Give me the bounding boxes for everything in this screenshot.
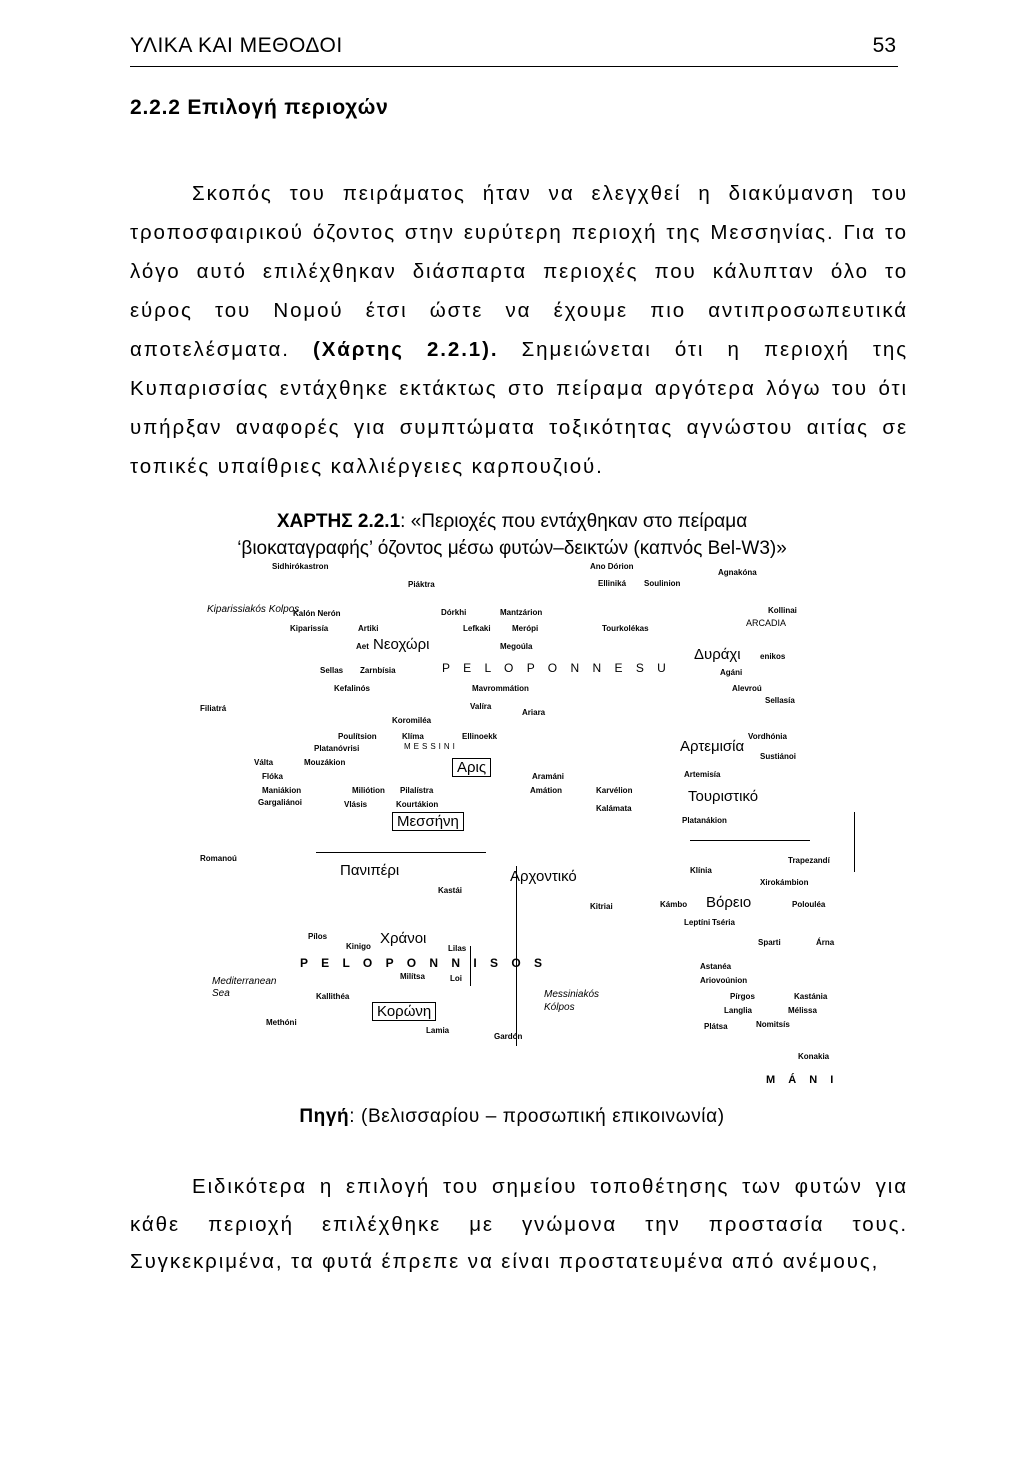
map-label: Sustiánoi — [760, 752, 797, 761]
map-label: enikos — [760, 652, 786, 661]
map-label: Dórkhi — [441, 608, 467, 617]
map-label: Klínia — [690, 866, 712, 875]
map-label: Piáktra — [408, 580, 435, 589]
map-label: Ariara — [522, 708, 546, 717]
map-label: Gargaliánoi — [258, 798, 303, 807]
paragraph-intro — [130, 174, 908, 486]
map-label: Leptíni — [684, 918, 711, 927]
map-label: Pírgos — [730, 992, 755, 1001]
map-label: Flóka — [262, 772, 283, 781]
map-line — [690, 840, 810, 841]
map-caption-text1: : «Περιοχές που εντάχθηκαν στο πείραμα — [400, 511, 748, 532]
site-label-messini: Μεσσήνη — [392, 812, 464, 831]
map-label: Ellinoekk — [462, 732, 498, 741]
page-header — [130, 32, 898, 67]
region-label: P E L O P O N N I S O S — [300, 956, 548, 970]
map-label: Sellasía — [765, 696, 795, 705]
map-label: Kallithéa — [316, 992, 350, 1001]
map-label: Klíma — [402, 732, 424, 741]
map-label: Zarnbísia — [360, 666, 396, 675]
map-label: Kefalinós — [334, 684, 371, 693]
water-label: Mediterranean Sea — [212, 976, 277, 999]
map-label: Lefkaki — [463, 624, 491, 633]
map-lower — [200, 812, 880, 1062]
map-label: Soulinion — [644, 579, 681, 588]
water-label: Kiparissiakós Kolpos — [207, 604, 300, 615]
map-upper — [200, 562, 880, 813]
source-label: Πηγή — [299, 1106, 350, 1127]
map-label: Mantzárion — [500, 608, 543, 617]
site-label-archontiko: Αρχοντικό — [510, 868, 577, 885]
map-line — [316, 852, 486, 853]
map-label: Polouléa — [792, 900, 826, 909]
paragraph-intro-part1: Σκοπός του πειράματος ήταν να ελεγχθεί η διακύμανση του τροποσφαιρικού όζοντος στην ευρύτερη περιοχή της Μεσσηνίας. Για το λόγο αυτό επιλέχθηκαν διάσπαρτα περιοχές που κάλυπταν όλο το εύρος του Νομού έτσι ώστε να έχουμε πιο αντιπροσωπευτικά αποτελέσματα. — [130, 182, 908, 361]
site-label-aris: Αρις — [452, 758, 491, 777]
paragraph-selection-text: Ειδικότερα η επιλογή του σημείου τοποθέτησης των φυτών για κάθε περιοχή επιλέχθηκε με γνώμονα την προστασία τους. Συγκεκριμένα, τα φυτά έπρεπε να είναι προστατευμένα από ανέμους, — [130, 1175, 908, 1273]
map-label: Sidhirókastron — [272, 562, 329, 571]
map-label: Kámbo — [660, 900, 688, 909]
map-label: Methóni — [266, 1018, 297, 1027]
map-label: Loi — [450, 974, 462, 983]
map-label: Kourtákion — [396, 800, 439, 809]
region-label: ARCADIA — [746, 618, 787, 628]
map-label: Xirokámbion — [760, 878, 809, 887]
map-label: Koromiléa — [392, 716, 432, 725]
map-label: Vordhónia — [748, 732, 787, 741]
map-label: Sparti — [758, 938, 781, 947]
map-caption-label: ΧΑΡΤΗΣ 2.2.1 — [276, 511, 401, 532]
site-label-neochori: Νεοχώρι — [373, 636, 430, 653]
region-label: MESSINI — [404, 742, 458, 751]
map-label: Kinigo — [346, 942, 371, 951]
map-label: Alevroú — [732, 684, 762, 693]
map-label: Kollinai — [768, 606, 797, 615]
region-label: M Á N I — [766, 1074, 839, 1086]
paragraph-intro-part2: Σημειώνεται ότι η περιοχή της Κυπαρισσίας εντάχθηκε εκτάκτως στο πείραμα αργότερα λόγω του ότι υπήρξαν αναφορές για συμπτώματα τοξικότητας αγνώστου αιτίας σε τοπικές υπαίθριες καλλιέργειες καρπουζιού. — [130, 338, 908, 478]
map-label: Elliniká — [598, 579, 627, 588]
map-label: Platanákion — [682, 816, 727, 825]
section-heading: 2.2.2 Επιλογή περιοχών — [130, 96, 389, 119]
map-label: Nomitsís — [756, 1020, 790, 1029]
map-source — [0, 1106, 1024, 1128]
map-label: Kiparissía — [290, 624, 329, 633]
map-label: Válta — [254, 758, 274, 767]
map-label: Lilas — [448, 944, 467, 953]
map-label: Pilalístra — [400, 786, 434, 795]
site-label-paniperi: Πανιπέρι — [340, 862, 400, 879]
map-label: Ano Dórion — [590, 562, 634, 571]
map-label: Sellas — [320, 666, 344, 675]
map-label: Platanóvrisi — [314, 744, 360, 753]
source-text: : (Βελισσαρίου – προσωπική επικοινωνία) — [349, 1106, 725, 1127]
running-title: ΥΛΙΚΑ ΚΑΙ ΜΕΘΟΔΟΙ — [130, 34, 343, 57]
map-label: Filiatrá — [200, 704, 227, 713]
map-label: Milítsa — [400, 972, 425, 981]
site-label-koroni: Κορώνη — [372, 1002, 436, 1021]
map-label: Tourkolékas — [602, 624, 649, 633]
site-label-artemisia: Αρτεμισία — [680, 738, 745, 755]
map-label: Lamia — [426, 1026, 450, 1035]
map-label: Kalámata — [596, 804, 632, 813]
map-label: Agnakóna — [718, 568, 757, 577]
map-label: Poulítsion — [338, 732, 377, 741]
map-label: Konakia — [798, 1052, 830, 1061]
site-label-touristiko: Τουριστικό — [688, 788, 759, 805]
map-label: Pílos — [308, 932, 328, 941]
map-line — [854, 812, 855, 872]
page-number: 53 — [872, 34, 896, 57]
map-label: Amátion — [530, 786, 562, 795]
region-label: P E L O P O N N E S U — [442, 661, 671, 675]
map-label: Ariovoúnion — [700, 976, 748, 985]
map-caption-line2: ‘βιοκαταγραφής’ όζοντος μέσω φυτών–δεικτών (καπνός Bel-W3)» — [237, 538, 787, 559]
map-label: Mouzákion — [304, 758, 346, 767]
map-label: Artiki — [358, 624, 379, 633]
map-label: Gardón — [494, 1032, 523, 1041]
map-label: Romanoú — [200, 854, 237, 863]
map-label: Kastánia — [794, 992, 828, 1001]
map-label: Kalón Nerón — [293, 609, 341, 618]
paragraph-selection — [130, 1168, 908, 1281]
map-label: Langlia — [724, 1006, 753, 1015]
site-label-chranoi: Χράνοι — [380, 930, 427, 947]
map-label: Astanéa — [700, 962, 732, 971]
map-caption-line1 — [0, 508, 1024, 535]
map-label: Tséria — [712, 918, 735, 927]
map-label: Agáni — [720, 668, 743, 677]
site-label-dyrachi: Δυράχι — [694, 646, 741, 663]
map-label: Kitriai — [590, 902, 613, 911]
map-label: Valíra — [470, 702, 492, 711]
map-label: Plátsa — [704, 1022, 728, 1031]
map-reference: (Χάρτης 2.2.1). — [312, 338, 499, 361]
map-label: Trapezandí — [788, 856, 830, 865]
map-label: Kastái — [438, 886, 463, 895]
map-label: Aramáni — [532, 772, 565, 781]
water-label: Messiniakós Kólpos — [544, 989, 600, 1013]
map-label: Aet — [356, 642, 369, 651]
map-label: Karvélion — [596, 786, 633, 795]
map-label: Megoúla — [500, 642, 533, 651]
map-label: Vlásis — [344, 800, 368, 809]
map-label: Miliótion — [352, 786, 385, 795]
map-label: Mélissa — [788, 1006, 817, 1015]
map-label: Merópi — [512, 624, 539, 633]
map-label: Mavrommátion — [472, 684, 529, 693]
site-label-voreio: Βόρειο — [706, 894, 752, 911]
map-label: Artemisía — [684, 770, 721, 779]
map-label: Árna — [816, 938, 835, 947]
map-label: Maniákion — [262, 786, 302, 795]
